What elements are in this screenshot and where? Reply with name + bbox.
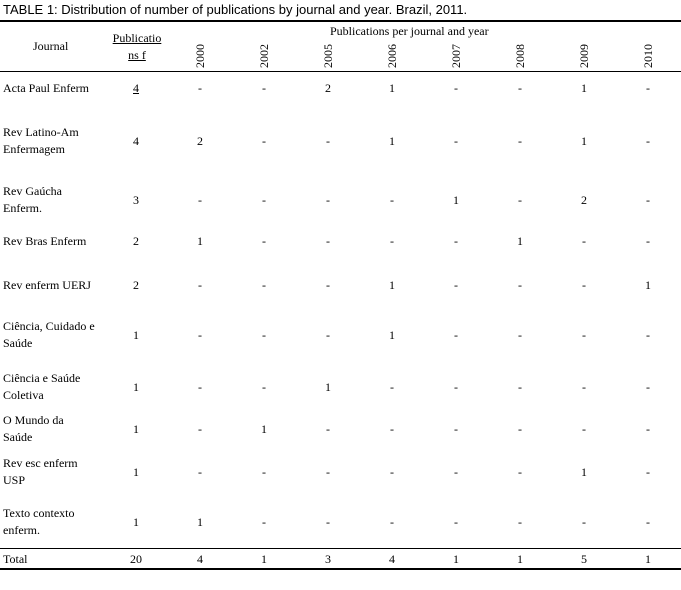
year-value-cell: -: [454, 514, 458, 529]
table-row: [0, 505, 681, 539]
year-value-cell: -: [518, 81, 522, 95]
year-value-cell: -: [390, 234, 394, 248]
year-header-7: 2010: [641, 44, 655, 68]
year-value-cell: -: [518, 278, 522, 292]
year-value-cell: 1: [581, 81, 587, 95]
total-year-cell: 1: [645, 552, 651, 566]
journal-name-line: Rev Bras Enferm: [3, 234, 87, 248]
journal-name: [3, 318, 108, 352]
year-value-cell: -: [518, 327, 522, 342]
year-value-cell: 2: [581, 192, 587, 207]
year-value-cell: -: [262, 278, 266, 292]
total-year-cell: 3: [325, 552, 331, 566]
journal-name-line: Saúde: [3, 336, 33, 350]
year-value-cell: 1: [581, 133, 587, 148]
row-total-cell: 4: [133, 81, 139, 95]
bottom-rule: [0, 568, 681, 570]
year-value-cell: -: [518, 192, 522, 207]
year-value-cell: -: [518, 379, 522, 394]
year-value-cell: -: [582, 514, 586, 529]
publications-column-header: [108, 30, 166, 64]
journal-name-line: Ciência e Saúde: [3, 371, 81, 385]
total-year-cell: 5: [581, 552, 587, 566]
year-value-cell: -: [582, 327, 586, 342]
journal-name-line: Rev Latino-Am: [3, 125, 79, 139]
year-value-cell: -: [518, 514, 522, 529]
total-year-cell: 4: [389, 552, 395, 566]
year-value-cell: -: [646, 234, 650, 248]
year-value-cell: -: [262, 464, 266, 479]
year-value-cell: -: [262, 379, 266, 394]
year-value-cell: -: [198, 327, 202, 342]
journal-name-line: enferm.: [3, 523, 40, 537]
year-value-cell: -: [518, 464, 522, 479]
total-year-cell: 1: [261, 552, 267, 566]
year-header-5: 2008: [513, 44, 527, 68]
table-row: [0, 183, 681, 217]
year-value-cell: -: [326, 464, 330, 479]
total-row: [0, 551, 681, 568]
year-value-cell: -: [454, 81, 458, 95]
year-value-cell: -: [454, 464, 458, 479]
year-value-cell: 1: [517, 234, 523, 248]
table-caption: TABLE 1: Distribution of number of publications by journal and year. Brazil, 2011.: [3, 2, 468, 17]
journal-column-header: Journal: [33, 39, 69, 53]
year-value-cell: 1: [197, 234, 203, 248]
year-value-cell: -: [326, 421, 330, 436]
journal-name-line: Saúde: [3, 430, 33, 444]
year-value-cell: -: [326, 192, 330, 207]
journal-name-line: Coletiva: [3, 388, 44, 402]
year-value-cell: 1: [325, 379, 331, 394]
journal-name-line: Enferm.: [3, 201, 42, 215]
year-value-cell: -: [262, 327, 266, 342]
table-row: [0, 370, 681, 404]
year-group-header: Publications per journal and year: [330, 24, 489, 38]
total-year-cell: 1: [453, 552, 459, 566]
year-header-6: 2009: [577, 44, 591, 68]
year-header-2: 2005: [321, 44, 335, 68]
total-year-cell: 1: [517, 552, 523, 566]
year-value-cell: -: [454, 379, 458, 394]
year-value-cell: 1: [261, 421, 267, 436]
journal-name-line: Acta Paul Enferm: [3, 81, 89, 95]
year-value-cell: -: [390, 514, 394, 529]
year-value-cell: -: [262, 192, 266, 207]
journal-name-line: USP: [3, 473, 26, 487]
year-value-cell: -: [454, 421, 458, 436]
year-value-cell: -: [646, 464, 650, 479]
journal-name: [3, 183, 108, 217]
top-rule: [0, 20, 681, 22]
journal-name-line: Rev enferm UERJ: [3, 278, 91, 292]
journal-name: [3, 233, 108, 250]
year-value-cell: -: [646, 133, 650, 148]
year-value-cell: -: [454, 234, 458, 248]
year-value-cell: 1: [389, 327, 395, 342]
year-value-cell: 1: [453, 192, 459, 207]
row-total-cell: 1: [133, 327, 139, 342]
year-value-cell: -: [646, 327, 650, 342]
year-value-cell: -: [262, 81, 266, 95]
year-value-cell: -: [198, 421, 202, 436]
year-value-cell: -: [518, 133, 522, 148]
publications-header-line2: ns f: [128, 48, 146, 62]
year-value-cell: -: [198, 192, 202, 207]
row-total-cell: 1: [133, 464, 139, 479]
year-value-cell: -: [582, 421, 586, 436]
row-total-cell: 2: [133, 278, 139, 292]
year-value-cell: 1: [645, 278, 651, 292]
journal-name: [3, 455, 108, 489]
journal-name: [3, 277, 108, 294]
year-value-cell: -: [646, 421, 650, 436]
row-total-cell: 1: [133, 421, 139, 436]
year-value-cell: -: [582, 379, 586, 394]
year-value-cell: -: [646, 379, 650, 394]
journal-name-line: Ciência, Cuidado e: [3, 319, 95, 333]
year-value-cell: 1: [389, 81, 395, 95]
year-value-cell: -: [390, 379, 394, 394]
year-value-cell: -: [454, 327, 458, 342]
year-value-cell: -: [518, 421, 522, 436]
year-value-cell: -: [582, 278, 586, 292]
year-header-4: 2007: [449, 44, 463, 68]
total-top-rule: [0, 548, 681, 549]
year-value-cell: -: [326, 133, 330, 148]
year-header-1: 2002: [257, 44, 271, 68]
journal-name: [3, 370, 108, 404]
total-year-cell: 4: [197, 552, 203, 566]
year-value-cell: -: [198, 464, 202, 479]
year-value-cell: -: [262, 514, 266, 529]
year-value-cell: -: [326, 234, 330, 248]
table-row: [0, 277, 681, 294]
table-row: [0, 455, 681, 489]
journal-name-line: O Mundo da: [3, 413, 64, 427]
year-value-cell: -: [326, 327, 330, 342]
journal-name: [3, 80, 108, 97]
table-row: [0, 412, 681, 446]
year-value-cell: -: [390, 192, 394, 207]
year-value-cell: -: [390, 421, 394, 436]
year-value-cell: 2: [197, 133, 203, 148]
row-total-cell: 3: [133, 192, 139, 207]
table-row: [0, 124, 681, 158]
journal-name-line: Rev esc enferm: [3, 456, 78, 470]
year-value-cell: 1: [581, 464, 587, 479]
year-header-0: 2000: [193, 44, 207, 68]
table-row: [0, 80, 681, 97]
publications-header-line1: Publicatio: [112, 31, 162, 45]
journal-name: [3, 124, 108, 158]
year-value-cell: -: [262, 234, 266, 248]
year-value-cell: -: [646, 192, 650, 207]
total-sum-cell: 20: [130, 552, 142, 566]
year-value-cell: -: [198, 278, 202, 292]
journal-name-line: Rev Gaúcha: [3, 184, 62, 198]
year-value-cell: -: [326, 278, 330, 292]
year-value-cell: -: [582, 234, 586, 248]
year-value-cell: -: [390, 464, 394, 479]
year-value-cell: 1: [389, 133, 395, 148]
year-value-cell: -: [198, 379, 202, 394]
row-total-cell: 4: [133, 133, 139, 148]
journal-name-line: Texto contexto: [3, 506, 75, 520]
journal-name-line: Enfermagem: [3, 142, 65, 156]
year-value-cell: -: [646, 81, 650, 95]
year-value-cell: 1: [197, 514, 203, 529]
header-rule: [0, 71, 681, 72]
year-header-3: 2006: [385, 44, 399, 68]
journal-name: [3, 505, 108, 539]
year-value-cell: -: [198, 81, 202, 95]
journal-name: [3, 412, 108, 446]
year-value-cell: 1: [389, 278, 395, 292]
row-total-cell: 1: [133, 514, 139, 529]
year-value-cell: -: [646, 514, 650, 529]
year-value-cell: -: [454, 278, 458, 292]
year-value-cell: 2: [325, 81, 331, 95]
row-total-cell: 2: [133, 234, 139, 248]
year-value-cell: -: [326, 514, 330, 529]
year-value-cell: -: [262, 133, 266, 148]
table-row: [0, 233, 681, 250]
table-row: [0, 318, 681, 352]
row-total-cell: 1: [133, 379, 139, 394]
total-label: Total: [3, 552, 28, 566]
year-value-cell: -: [454, 133, 458, 148]
